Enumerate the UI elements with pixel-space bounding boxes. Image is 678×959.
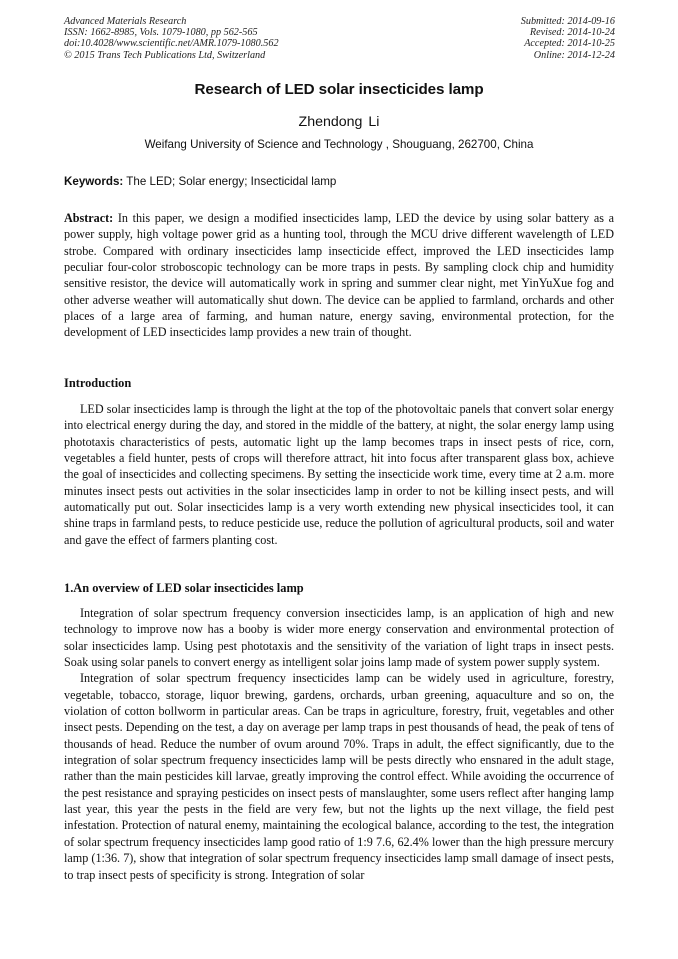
abstract — [64, 210, 614, 341]
journal-info — [64, 16, 279, 61]
paragraph: Integration of solar spectrum frequency insecticides lamp can be widely used in agriculture, forestry, vegetable, tobacco, storage, liquor brewing, gardens, orchards, urban greening, aquaculture and so on, the violation of cotton bollworm in particular areas. Can be traps in agriculture, forestry, fruit, vegetables and other insect pests. Depending on the test, a day on average per lamp traps in pest thousands of head, the peak of tens of thousands of head. Reduce the number of ovum around 70%. Traps in adult, the effect significantly, due to the integration of solar spectrum frequency insecticides lamp will be pests directly who ensnared in the adult stage, rather than the main pesticides kill larvae, greatly improving the control effect. While avoiding the occurrence of the pest resistance and spraying pesticides on insect pests of manslaughter, some users reflect after hanging lamp last year, this year the pests in the field are very few, but not the lights up the next village, the field pest infestation. Protection of natural enemy, maintaining the ecological balance, according to the test, the integration of solar spectrum frequency insecticides lamp good ratio of 1:9 7.6, 62.4% lower than the high pressure mercury lamp (1:36. 7), show that integration of solar spectrum frequency insecticides lamp small damage of insect pests, to trap insect pests of specificity is strong. Integration of solar — [64, 671, 614, 882]
journal-name: Advanced Materials Research — [64, 16, 187, 27]
paragraph: Integration of solar spectrum frequency conversion insecticides lamp, is an application of high and new technology to improve now has a booby is wider more energy conservation and environmental protection of solar insecticides lamp. Using pest phototaxis and the sensitivity of the variation of light traps in insect pests. Soak using solar panels to convert energy as intelligent solar joins lamp made of system power supply system. — [64, 606, 614, 670]
paper-title: Research of LED solar insecticides lamp — [194, 81, 484, 98]
submission-dates — [521, 16, 615, 61]
abstract-label: Abstract: — [64, 211, 114, 225]
accepted-date: Accepted: 2014-10-25 — [524, 38, 615, 50]
copyright-line: © 2015 Trans Tech Publications Ltd, Switzerland — [64, 49, 266, 61]
issn-line: ISSN: 1662-8985, Vols. 1079-1080, pp 562-565 — [64, 27, 258, 39]
section-1-heading: 1.An overview of LED solar insecticides lamp — [64, 581, 304, 595]
keywords-text: The LED; Solar energy; Insecticidal lamp — [123, 175, 337, 188]
introduction-body — [64, 401, 614, 548]
introduction-heading: Introduction — [64, 376, 132, 390]
keywords — [64, 175, 616, 188]
doi-line: doi:10.4028/www.scientific.net/AMR.1079-1080.562 — [64, 38, 279, 50]
abstract-text: In this paper, we design a modified insecticides lamp, LED the device by using solar battery as a power supply, high voltage power grid as a hunting tool, through the MCU drive different wavelength of LED strobe. Compared with ordinary insecticides lamp insecticide effect, improved the LED insecticides lamp peculiar four-color stroboscopic technology can be more traps in pests. By sampling clock chip and humidity sensitive resistor, the device will automatically work in spring and summer clear night, met YinYuXue fog and other adverse weather will automatically shut down. The device can be applied to farmland, orchards and other places of a large area of farming, and human nature, energy saving, environmental protection, for the development of LED insecticides lamp provides a new train of thought. — [64, 211, 614, 340]
section-1-body — [64, 605, 614, 883]
author-name: Zhendong Li — [298, 114, 380, 130]
author-affiliation: Weifang University of Science and Technology , Shouguang, 262700, China — [144, 138, 534, 151]
keywords-label: Keywords: — [64, 175, 124, 188]
paragraph: LED solar insecticides lamp is through the light at the top of the photovoltaic panels that convert solar energy into electrical energy during the day, and stored in the middle of the battery, at night, the solar energy lamp using phototaxis characteristics of pests, automatic light up the lamp becomes traps in insect pests of rice, corn, vegetables a field hunter, pests of crops will therefore attract, hit into focus after transparent glass box, achieve the goal of insecticides and collecting specimens. By setting the insecticide work time, every time at 2 a.m. more minutes insect pests out activities in the solar insecticides lamp in order to not be killing insect pests, and will automatically put out. Solar insecticides lamp is a very worth extending new physical insecticides tool, it can shine traps in farmland pests, to reduce pesticide use, reduce the pollution of agricultural products, soil and water and gave the effect of farmers planting cost. — [64, 402, 614, 547]
submitted-date: Submitted: 2014-09-16 — [520, 16, 615, 27]
online-date: Online: 2014-12-24 — [533, 49, 615, 61]
revised-date: Revised: 2014-10-24 — [529, 27, 615, 39]
